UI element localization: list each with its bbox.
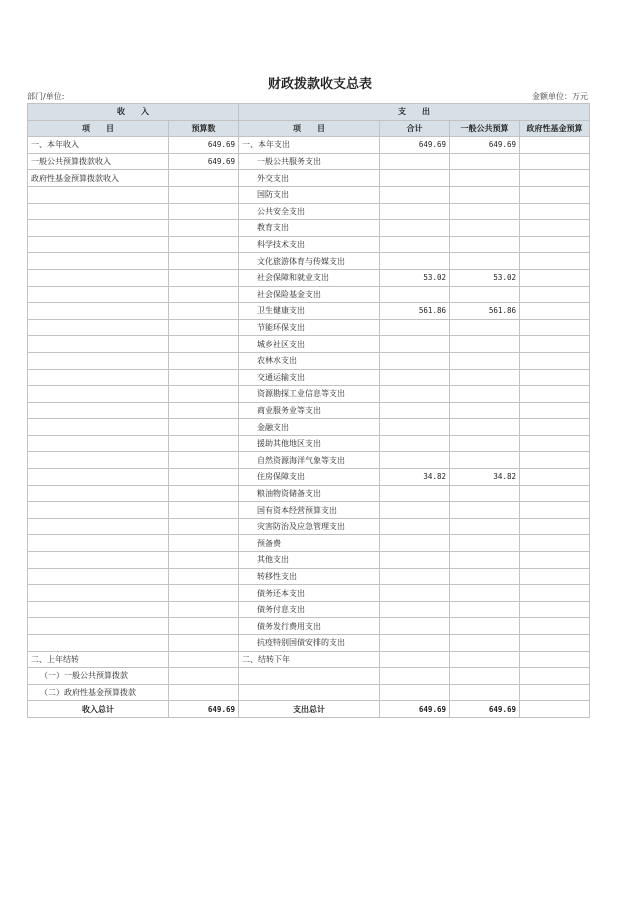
table-row [28, 336, 590, 353]
income-budget-cell [169, 203, 239, 220]
expense-item-cell: 抗疫特别国债安排的支出 [239, 635, 380, 652]
income-item-cell [28, 369, 169, 386]
expense-item-cell: 交通运输支出 [239, 369, 380, 386]
expense-fund-cell [520, 253, 590, 270]
income-budget-cell [169, 635, 239, 652]
income-budget-cell [169, 253, 239, 270]
expense-total-cell [380, 568, 450, 585]
expense-general-cell [450, 203, 520, 220]
expense-total-value: 649.69 [380, 701, 450, 718]
income-item-cell [28, 319, 169, 336]
income-item-cell: 二、上年结转 [28, 651, 169, 668]
expense-total-cell [380, 535, 450, 552]
expense-total-cell: 649.69 [380, 137, 450, 154]
income-item-cell: 政府性基金预算拨款收入 [28, 170, 169, 187]
expense-general-cell [450, 585, 520, 602]
totals-row [28, 701, 590, 718]
expense-fund-cell [520, 220, 590, 237]
table-row [28, 137, 590, 154]
income-budget-cell: 649.69 [169, 137, 239, 154]
expense-total-cell [380, 286, 450, 303]
expense-fund-cell [520, 568, 590, 585]
expense-fund-cell [520, 435, 590, 452]
expense-total-cell [380, 336, 450, 353]
expense-total-cell [380, 485, 450, 502]
income-budget-cell [169, 601, 239, 618]
expense-total-cell: 53.02 [380, 269, 450, 286]
table-row [28, 153, 590, 170]
expense-total-cell [380, 635, 450, 652]
expense-total-header: 合计 [380, 120, 450, 137]
income-budget-cell [169, 236, 239, 253]
expense-total-cell [380, 518, 450, 535]
table-row [28, 402, 590, 419]
section-header-row [28, 104, 590, 121]
income-budget-cell [169, 568, 239, 585]
income-budget-cell [169, 419, 239, 436]
expense-fund-cell [520, 651, 590, 668]
income-budget-cell [169, 319, 239, 336]
budget-table [27, 103, 590, 718]
expense-general-cell: 649.69 [450, 137, 520, 154]
income-budget-cell [169, 452, 239, 469]
expense-total-cell: 561.86 [380, 303, 450, 320]
expense-total-cell [380, 651, 450, 668]
expense-total-cell [380, 684, 450, 701]
income-item-cell [28, 352, 169, 369]
expense-item-cell: 粮油物资储备支出 [239, 485, 380, 502]
income-item-cell [28, 186, 169, 203]
expense-item-cell: 住房保障支出 [239, 469, 380, 486]
income-item-cell [28, 535, 169, 552]
income-item-cell [28, 402, 169, 419]
expense-fund-header: 政府性基金预算 [520, 120, 590, 137]
expense-fund-cell [520, 303, 590, 320]
expense-item-cell: 农林水支出 [239, 352, 380, 369]
expense-fund-cell [520, 469, 590, 486]
expense-fund-cell [520, 585, 590, 602]
expense-general-cell [450, 452, 520, 469]
expense-general-cell [450, 170, 520, 187]
income-budget-cell [169, 352, 239, 369]
expense-general-cell [450, 618, 520, 635]
expense-fund-cell [520, 518, 590, 535]
table-row [28, 269, 590, 286]
carry-row [28, 651, 590, 668]
table-row [28, 170, 590, 187]
expense-item-cell: 外交支出 [239, 170, 380, 187]
income-item-cell: 一般公共预算拨款收入 [28, 153, 169, 170]
income-item-header: 项 目 [28, 120, 169, 137]
expense-section-header: 支 出 [239, 104, 590, 121]
expense-fund-cell [520, 668, 590, 685]
expense-item-cell: 一、本年支出 [239, 137, 380, 154]
table-row [28, 469, 590, 486]
income-budget-cell [169, 502, 239, 519]
expense-fund-cell [520, 552, 590, 569]
income-item-cell [28, 568, 169, 585]
expense-fund-cell [520, 269, 590, 286]
expense-fund-cell [520, 485, 590, 502]
income-budget-header: 预算数 [169, 120, 239, 137]
expense-general-cell [450, 186, 520, 203]
income-budget-cell [169, 402, 239, 419]
expense-fund-cell [520, 452, 590, 469]
table-row [28, 535, 590, 552]
expense-item-cell: 科学技术支出 [239, 236, 380, 253]
income-item-cell [28, 469, 169, 486]
income-item-cell [28, 336, 169, 353]
income-item-cell [28, 303, 169, 320]
expense-total-cell [380, 502, 450, 519]
expense-fund-cell [520, 684, 590, 701]
table-row [28, 253, 590, 270]
income-budget-cell [169, 684, 239, 701]
expense-total-cell [380, 170, 450, 187]
expense-total-cell [380, 435, 450, 452]
expense-total-cell [380, 369, 450, 386]
expense-item-cell: 国有资本经营预算支出 [239, 502, 380, 519]
expense-total-cell [380, 220, 450, 237]
income-budget-cell: 649.69 [169, 153, 239, 170]
expense-general-cell: 53.02 [450, 269, 520, 286]
income-budget-cell [169, 386, 239, 403]
income-item-cell [28, 502, 169, 519]
expense-general-cell [450, 419, 520, 436]
income-budget-cell [169, 220, 239, 237]
table-row [28, 452, 590, 469]
expense-general-cell [450, 568, 520, 585]
income-budget-cell [169, 303, 239, 320]
table-row [28, 502, 590, 519]
table-row [28, 635, 590, 652]
income-budget-cell [169, 518, 239, 535]
expense-total-label: 支出总计 [239, 701, 380, 718]
income-budget-cell [169, 618, 239, 635]
expense-total-cell [380, 452, 450, 469]
income-item-cell [28, 419, 169, 436]
expense-general-cell [450, 319, 520, 336]
income-section-header: 收 入 [28, 104, 239, 121]
unit-label: 金额单位：万元 [532, 92, 588, 101]
table-row [28, 303, 590, 320]
expense-fund-cell [520, 186, 590, 203]
expense-item-cell: 二、结转下年 [239, 651, 380, 668]
expense-item-cell: 社会保险基金支出 [239, 286, 380, 303]
expense-item-cell [239, 668, 380, 685]
income-item-cell [28, 518, 169, 535]
expense-fund-cell [520, 369, 590, 386]
expense-general-cell [450, 220, 520, 237]
expense-fund-cell [520, 535, 590, 552]
expense-item-header: 项 目 [239, 120, 380, 137]
page-title: 财政拨款收支总表 [267, 77, 372, 92]
expense-general-cell: 34.82 [450, 469, 520, 486]
table-row [28, 601, 590, 618]
expense-item-cell: 一般公共服务支出 [239, 153, 380, 170]
expense-item-cell: 国防支出 [239, 186, 380, 203]
expense-general-cell [450, 684, 520, 701]
expense-fund-cell [520, 286, 590, 303]
table-row [28, 186, 590, 203]
expense-total-cell: 34.82 [380, 469, 450, 486]
expense-total-cell [380, 419, 450, 436]
expense-fund-cell [520, 336, 590, 353]
expense-total-cell [380, 153, 450, 170]
expense-item-cell: 金融支出 [239, 419, 380, 436]
expense-item-cell: 商业服务业等支出 [239, 402, 380, 419]
expense-fund-total-value [520, 701, 590, 718]
income-item-cell: （二）政府性基金预算拨款 [28, 684, 169, 701]
expense-item-cell: 灾害防治及应急管理支出 [239, 518, 380, 535]
expense-general-cell [450, 236, 520, 253]
expense-general-cell [450, 552, 520, 569]
income-item-cell [28, 485, 169, 502]
table-row [28, 220, 590, 237]
carry-row [28, 684, 590, 701]
expense-fund-cell [520, 319, 590, 336]
income-budget-cell [169, 469, 239, 486]
expense-total-cell [380, 352, 450, 369]
expense-total-cell [380, 618, 450, 635]
expense-fund-cell [520, 203, 590, 220]
expense-item-cell: 债务发行费用支出 [239, 618, 380, 635]
expense-total-cell [380, 203, 450, 220]
income-budget-cell [169, 535, 239, 552]
income-total-label: 收入总计 [28, 701, 169, 718]
expense-general-cell [450, 435, 520, 452]
income-item-cell [28, 253, 169, 270]
expense-general-cell [450, 286, 520, 303]
column-header-row [28, 120, 590, 137]
expense-fund-cell [520, 402, 590, 419]
income-item-cell [28, 635, 169, 652]
income-budget-cell [169, 369, 239, 386]
expense-item-cell: 自然资源海洋气象等支出 [239, 452, 380, 469]
income-budget-cell [169, 585, 239, 602]
expense-item-cell: 预备费 [239, 535, 380, 552]
expense-general-total-value: 649.69 [450, 701, 520, 718]
expense-fund-cell [520, 153, 590, 170]
income-item-cell [28, 286, 169, 303]
expense-general-cell [450, 635, 520, 652]
income-item-cell [28, 203, 169, 220]
expense-fund-cell [520, 419, 590, 436]
expense-general-cell [450, 518, 520, 535]
income-budget-cell [169, 651, 239, 668]
expense-general-header: 一般公共预算 [450, 120, 520, 137]
table-row [28, 435, 590, 452]
income-item-cell: （一）一般公共预算拨款 [28, 668, 169, 685]
income-item-cell [28, 220, 169, 237]
table-row [28, 286, 590, 303]
expense-item-cell: 债务还本支出 [239, 585, 380, 602]
expense-fund-cell [520, 635, 590, 652]
expense-item-cell: 节能环保支出 [239, 319, 380, 336]
income-item-cell [28, 386, 169, 403]
expense-total-cell [380, 236, 450, 253]
expense-general-cell [450, 535, 520, 552]
expense-item-cell: 其他支出 [239, 552, 380, 569]
expense-total-cell [380, 552, 450, 569]
income-item-cell [28, 601, 169, 618]
table-row [28, 585, 590, 602]
income-item-cell [28, 452, 169, 469]
expense-fund-cell [520, 601, 590, 618]
table-row [28, 518, 590, 535]
expense-item-cell: 公共安全支出 [239, 203, 380, 220]
expense-general-cell [450, 386, 520, 403]
expense-item-cell: 城乡社区支出 [239, 336, 380, 353]
expense-item-cell: 教育支出 [239, 220, 380, 237]
expense-general-cell [450, 369, 520, 386]
income-item-cell [28, 435, 169, 452]
expense-fund-cell [520, 170, 590, 187]
expense-total-cell [380, 402, 450, 419]
expense-fund-cell [520, 236, 590, 253]
income-budget-cell [169, 186, 239, 203]
income-item-cell [28, 618, 169, 635]
table-row [28, 485, 590, 502]
income-budget-cell [169, 668, 239, 685]
table-row [28, 236, 590, 253]
expense-general-cell [450, 651, 520, 668]
expense-fund-cell [520, 352, 590, 369]
expense-total-cell [380, 253, 450, 270]
expense-fund-cell [520, 386, 590, 403]
expense-item-cell: 卫生健康支出 [239, 303, 380, 320]
expense-item-cell [239, 684, 380, 701]
table-row [28, 369, 590, 386]
income-item-cell [28, 236, 169, 253]
expense-total-cell [380, 319, 450, 336]
department-label: 部门/单位: [27, 92, 65, 101]
expense-general-cell [450, 153, 520, 170]
expense-item-cell: 转移性支出 [239, 568, 380, 585]
income-item-cell [28, 269, 169, 286]
expense-general-cell [450, 253, 520, 270]
expense-fund-cell [520, 137, 590, 154]
table-row [28, 419, 590, 436]
expense-general-cell: 561.86 [450, 303, 520, 320]
expense-general-cell [450, 502, 520, 519]
income-item-cell [28, 585, 169, 602]
expense-fund-cell [520, 502, 590, 519]
table-row [28, 386, 590, 403]
expense-item-cell: 资源勘探工业信息等支出 [239, 386, 380, 403]
expense-general-cell [450, 402, 520, 419]
table-row [28, 352, 590, 369]
income-budget-cell [169, 552, 239, 569]
income-budget-cell [169, 435, 239, 452]
income-budget-cell [169, 286, 239, 303]
expense-fund-cell [520, 618, 590, 635]
expense-general-cell [450, 485, 520, 502]
expense-total-cell [380, 601, 450, 618]
expense-general-cell [450, 336, 520, 353]
expense-item-cell: 援助其他地区支出 [239, 435, 380, 452]
income-item-cell [28, 552, 169, 569]
table-row [28, 552, 590, 569]
income-budget-cell [169, 336, 239, 353]
expense-item-cell: 债务付息支出 [239, 601, 380, 618]
carry-row [28, 668, 590, 685]
expense-total-cell [380, 585, 450, 602]
expense-item-cell: 社会保障和就业支出 [239, 269, 380, 286]
expense-general-cell [450, 668, 520, 685]
expense-item-cell: 文化旅游体育与传媒支出 [239, 253, 380, 270]
expense-general-cell [450, 601, 520, 618]
income-item-cell: 一、本年收入 [28, 137, 169, 154]
expense-total-cell [380, 386, 450, 403]
expense-total-cell [380, 668, 450, 685]
table-row [28, 568, 590, 585]
income-total-value: 649.69 [169, 701, 239, 718]
income-budget-cell [169, 269, 239, 286]
table-row [28, 319, 590, 336]
income-budget-cell [169, 485, 239, 502]
income-budget-cell [169, 170, 239, 187]
expense-general-cell [450, 352, 520, 369]
table-row [28, 203, 590, 220]
table-row [28, 618, 590, 635]
expense-total-cell [380, 186, 450, 203]
